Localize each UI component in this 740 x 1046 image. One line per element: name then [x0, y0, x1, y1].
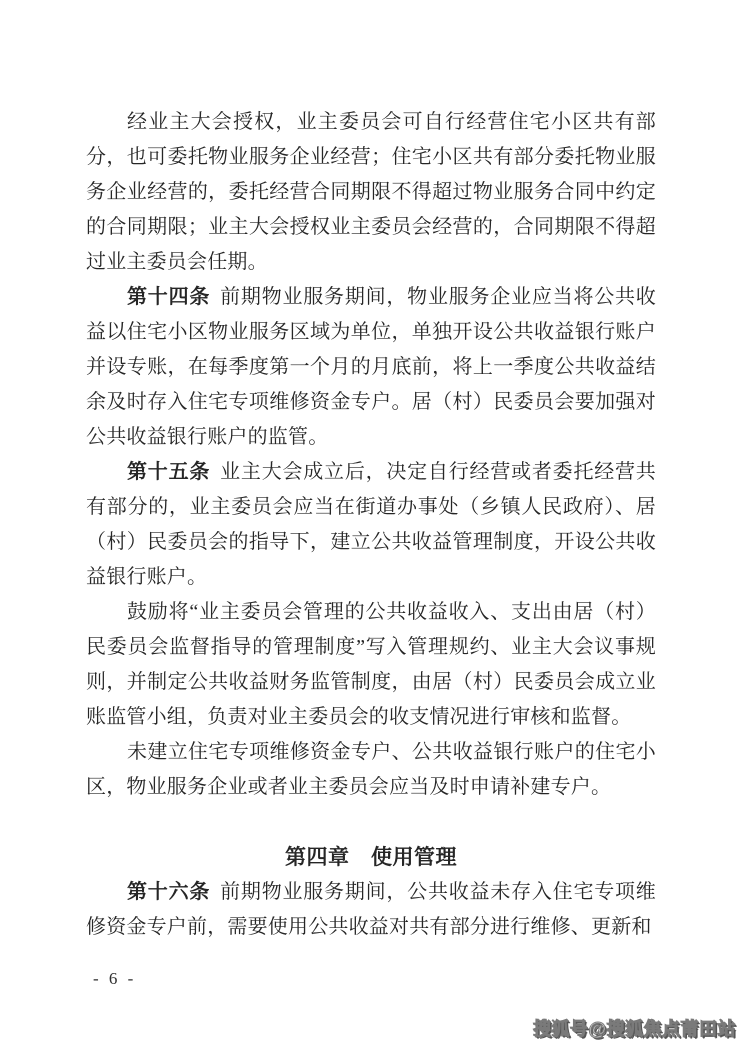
paragraph-text: 经业主大会授权，业主委员会可自行经营住宅小区共有部分，也可委托物业服务企业经营；住宅小区共有部分委托物业服务企业经营的，委托经营合同期限不得超过物业服务合同中约定的合同期限；业主大会授权业主委员会经营的，合同期限不得超过业主委员会任期。 [86, 111, 656, 273]
paragraph [86, 455, 656, 595]
paragraph [86, 595, 656, 735]
article-number: 第十六条 [127, 881, 211, 903]
paragraph-text: 未建立住宅专项维修资金专户、公共收益银行账户的住宅小区，物业服务企业或者业主委员会应当及时申请补建专户。 [86, 741, 656, 798]
sohu-watermark: 搜狐号@搜狐焦点莆田站 [532, 1019, 736, 1039]
article-number: 第十四条 [127, 286, 211, 308]
paragraph [86, 280, 656, 455]
paragraph-text: 业主大会成立后，决定自行经营或者委托经营共有部分的，业主委员会应当在街道办事处（乡镇人民政府）、居（村）民委员会的指导下，建立公共收益管理制度，开设公共收益银行账户。 [86, 461, 656, 588]
paragraph [86, 875, 656, 945]
chapter-heading: 第四章 使用管理 [285, 845, 457, 869]
article-number: 第十五条 [127, 461, 211, 483]
paragraph-text: 鼓励将“业主委员会管理的公共收益收入、支出由居（村）民委员会监督指导的管理制度”写入管理规约、业主大会议事规则，并制定公共收益财务监管制度，由居（村）民委员会成立业账监管小组，负责对业主委员会的收支情况进行审核和监督。 [86, 601, 656, 728]
paragraph-text: 前期物业服务期间，物业服务企业应当将公共收益以住宅小区物业服务区域为单位，单独开设公共收益银行账户并设专账，在每季度第一个月的月底前，将上一季度公共收益结余及时存入住宅专项维修资金专户。居（村）民委员会要加强对公共收益银行账户的监管。 [86, 286, 656, 448]
paragraph [86, 735, 656, 805]
document-body [86, 105, 656, 945]
paragraph [86, 105, 656, 280]
page-number: - 6 - [93, 969, 137, 988]
paragraph-text: 前期物业服务期间，公共收益未存入住宅专项维修资金专户前，需要使用公共收益对共有部分进行维修、更新和 [86, 881, 656, 938]
